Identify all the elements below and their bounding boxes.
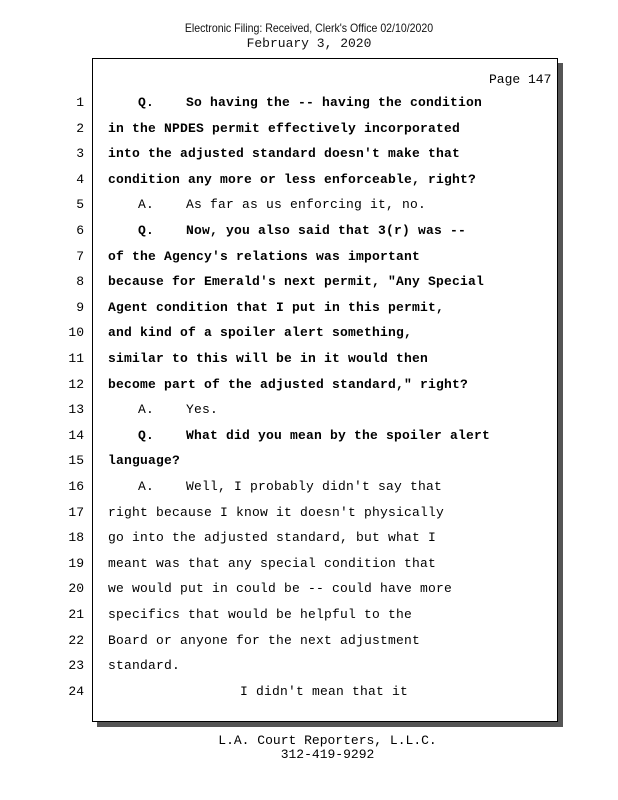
transcript-line-text: specifics that would be helpful to the (108, 607, 413, 622)
line-number: 14 (68, 427, 84, 443)
transcript-line-text: because for Emerald's next permit, "Any Special (108, 274, 485, 290)
line-number: 5 (76, 197, 84, 213)
transcript-line-text: Q. Now, you also said that 3(r) was -- (138, 223, 467, 238)
filing-stamp: Electronic Filing: Received, Clerk's Office 02/10/2020 (184, 21, 434, 35)
line-number: 8 (76, 274, 84, 290)
transcript-line-text: and kind of a spoiler alert something, (108, 325, 413, 341)
transcript-line-text: I didn't mean that it (240, 683, 409, 699)
line-number: 22 (68, 632, 84, 648)
transcript-line-text: A. As far as us enforcing it, no. (138, 197, 427, 213)
transcript-line-text: into the adjusted standard doesn't make that (108, 146, 461, 162)
transcript-line-text: Q. What did you mean by the spoiler alert (138, 427, 491, 443)
line-number: 1 (76, 95, 84, 110)
line-number: 13 (68, 402, 84, 418)
line-number: 9 (76, 299, 84, 315)
line-number: 3 (76, 146, 84, 162)
line-number: 4 (76, 171, 84, 187)
line-number: 18 (68, 530, 84, 546)
line-number: 17 (68, 504, 84, 520)
transcript-line-text: become part of the adjusted standard," right? (108, 376, 469, 392)
reporter-company: L.A. Court Reporters, L.L.C. (218, 733, 437, 748)
transcript-line-text: similar to this will be in it would then (108, 351, 429, 366)
line-number: 11 (68, 351, 84, 366)
transcript-line-text: condition any more or less enforceable, right? (108, 171, 477, 187)
transcript-line-text: meant was that any special condition that (108, 555, 437, 571)
transcript-line-text: language? (108, 453, 181, 469)
transcript-line-text: right because I know it doesn't physically (108, 504, 445, 520)
transcript-line-text: standard. (108, 658, 181, 674)
transcript-date: February 3, 2020 (246, 36, 372, 51)
line-number: 23 (68, 658, 84, 674)
reporter-phone: 312-419-9292 (280, 747, 375, 762)
transcript-line-text: A. Yes. (138, 402, 219, 418)
transcript-line-text: in the NPDES permit effectively incorporated (108, 120, 461, 136)
line-number: 10 (68, 325, 84, 341)
line-number: 12 (68, 376, 84, 392)
line-number: 20 (68, 581, 84, 597)
transcript-line-text: of the Agency's relations was important (108, 248, 421, 264)
line-number: 6 (76, 223, 84, 238)
line-number: 7 (76, 248, 84, 264)
line-number: 2 (76, 120, 84, 136)
transcript-line-text: Board or anyone for the next adjustment (108, 632, 421, 648)
page-number: Page 147 (489, 72, 552, 87)
transcript-line-text: Agent condition that I put in this permit, (108, 299, 445, 315)
line-number: 16 (68, 479, 84, 494)
line-number: 19 (68, 555, 84, 571)
line-number: 24 (68, 683, 84, 699)
transcript-line-text: we would put in could be -- could have more (108, 581, 453, 597)
line-number: 15 (68, 453, 84, 469)
line-number: 21 (68, 607, 84, 622)
transcript-line-text: A. Well, I probably didn't say that (138, 479, 443, 494)
transcript-line-text: Q. So having the -- having the condition (138, 95, 483, 110)
transcript-line-text: go into the adjusted standard, but what I (108, 530, 437, 546)
